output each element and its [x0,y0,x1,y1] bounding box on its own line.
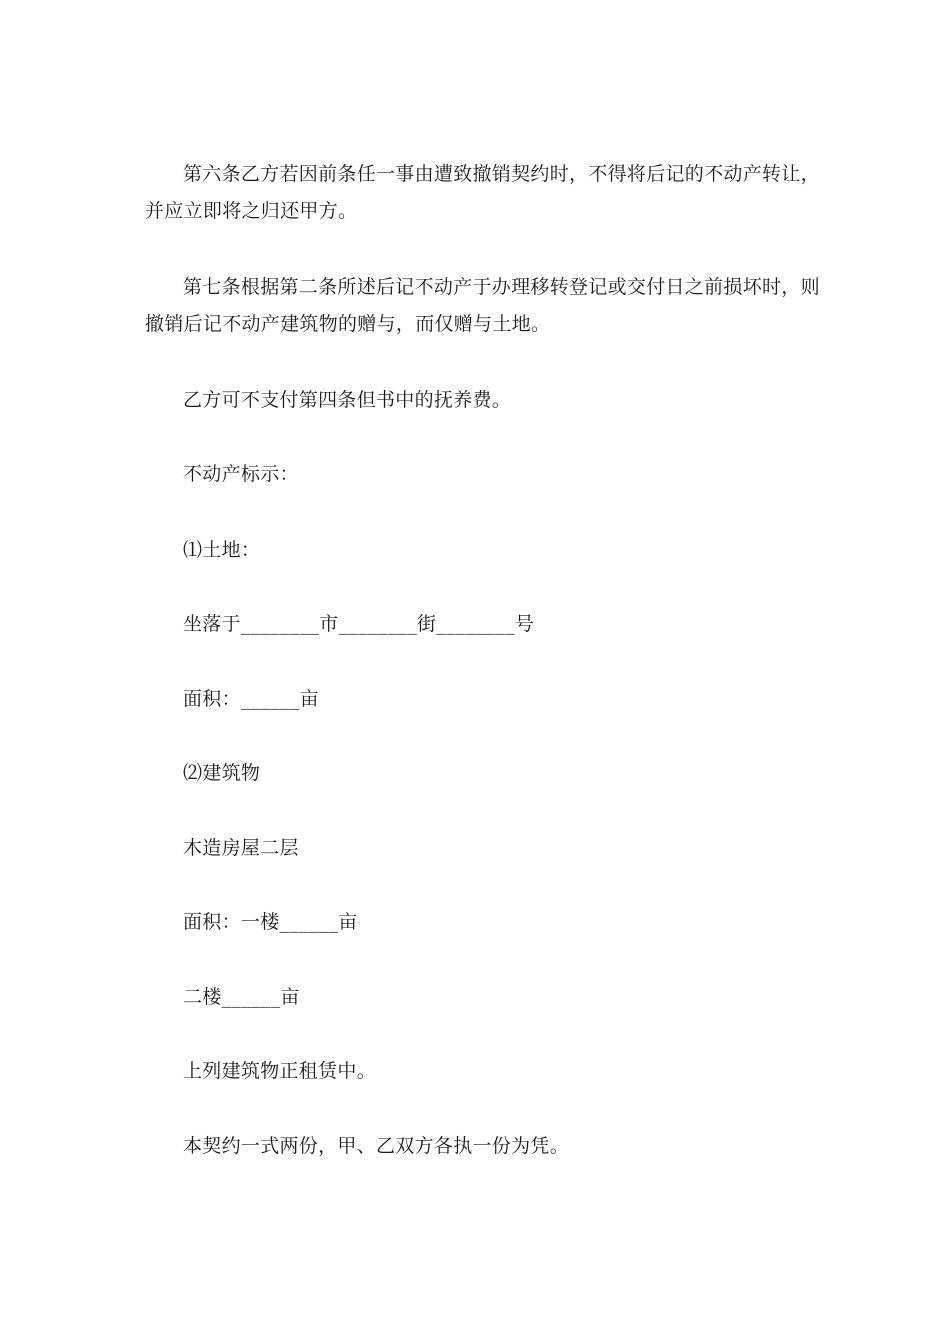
support-fee-paragraph: 乙方可不支付第四条但书中的抚养费。 [183,389,512,411]
lease-status-line: 上列建筑物正租赁中。 [183,1060,377,1082]
building-type-line: 木造房屋二层 [183,837,299,859]
building-heading: ⑵建筑物 [183,762,261,784]
first-floor-area-line: 面积：一楼______亩 [183,911,358,933]
second-floor-area-line: 二楼______亩 [183,986,300,1008]
land-location-line: 坐落于________市________街________号 [183,613,534,635]
copies-clause-line: 本契约一式两份，甲、乙双方各执一份为凭。 [183,1135,570,1157]
land-area-line: 面积：______亩 [183,688,320,710]
clause-six-paragraph: 第六条乙方若因前条任一事由遭致撤销契约时，不得将后记的不动产转让，并应立即将之归还甲方。 [145,163,820,222]
property-label: 不动产标示： [183,463,299,485]
clause-seven-paragraph: 第七条根据第二条所述后记不动产于办理移转登记或交付日之前损坏时，则撤销后记不动产建筑物的赠与，而仅赠与土地。 [145,276,820,335]
land-heading: ⑴土地： [183,539,261,561]
